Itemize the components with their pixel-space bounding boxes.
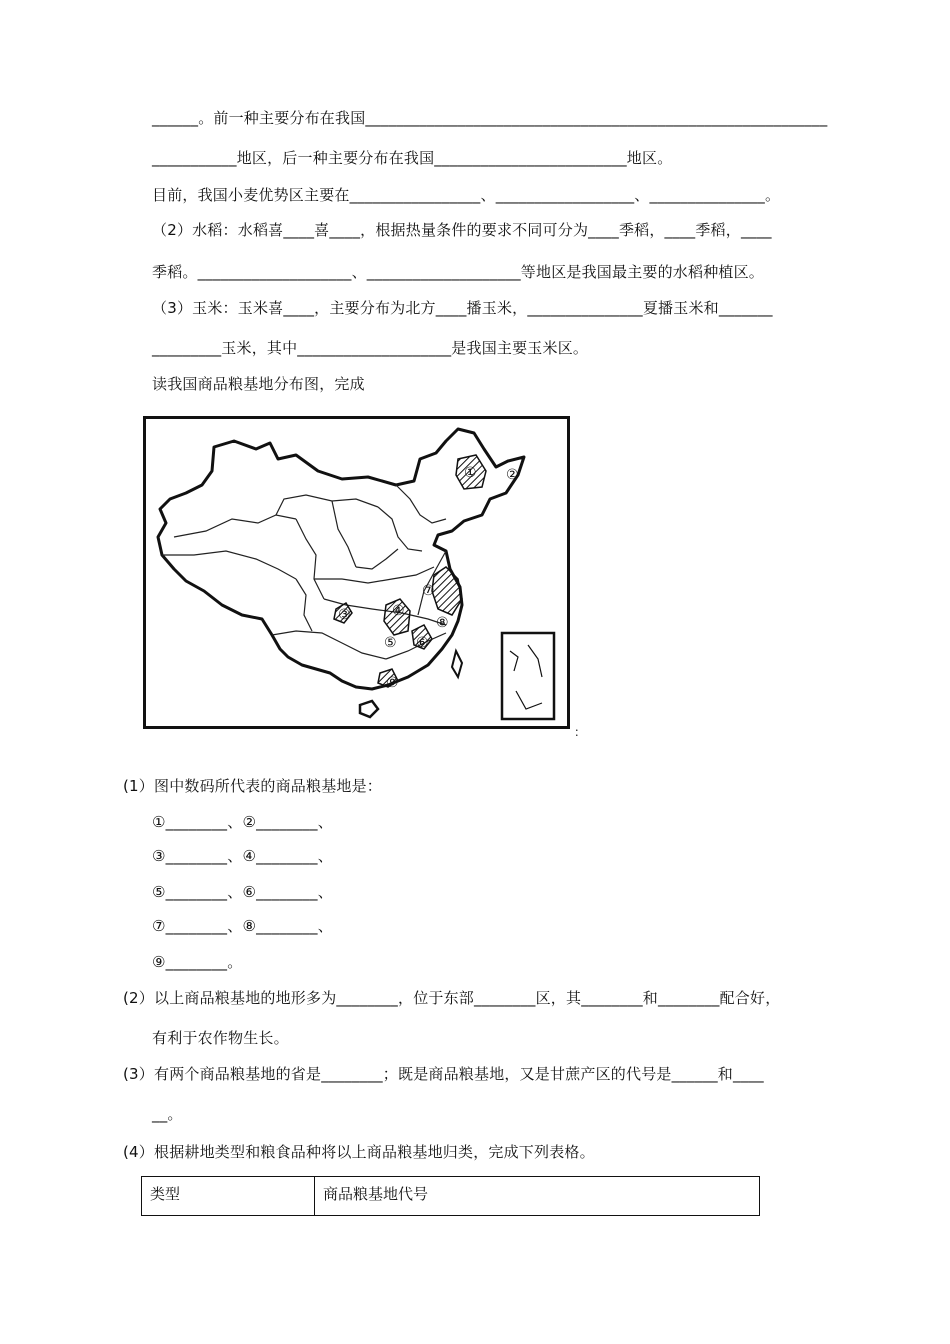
table-header-type: 类型 (142, 1177, 315, 1216)
map-label-6: ⑥ (416, 635, 429, 651)
china-grain-base-map (143, 416, 570, 729)
map-label-9: ⑨ (386, 675, 399, 691)
china-map-drawing (146, 419, 567, 726)
text-line-6: （3）玉米：玉米喜____，主要分布为北方____播玉米，_______________夏播玉米和_______ (152, 299, 773, 317)
question-3-continued: __。 (152, 1105, 183, 1123)
grain-base-classification-table (141, 1176, 760, 1216)
text-line-5: 季稻。____________________、____________________等地区是我国最主要的水稻种植区。 (152, 263, 765, 281)
map-label-7: ⑦ (422, 583, 435, 599)
map-label-8: ⑧ (436, 615, 449, 631)
question-1: (1）图中数码所代表的商品粮基地是： (123, 777, 382, 795)
answer-row-7-8: ⑦________、⑧________、 (152, 917, 333, 935)
map-label-1: ① (464, 465, 477, 481)
map-label-3: ③ (338, 607, 351, 623)
text-line-3: 目前，我国小麦优势区主要在_________________、__________________、_______________。 (152, 186, 781, 204)
question-3: (3）有两个商品粮基地的省是________；既是商品粮基地，又是甘蔗产区的代号是______和____ (123, 1065, 764, 1083)
map-trailing-colon: ： (574, 725, 587, 739)
text-line-8: 读我国商品粮基地分布图，完成 (152, 375, 365, 393)
question-2-continued: 有利于农作物生长。 (152, 1029, 289, 1047)
map-label-2: ② (506, 467, 519, 483)
answer-row-3-4: ③________、④________、 (152, 847, 333, 865)
text-line-4: （2）水稻：水稻喜____喜____，根据热量条件的要求不同可分为____季稻，____季稻，____ (152, 221, 772, 239)
table-header-base-code: 商品粮基地代号 (315, 1177, 760, 1216)
answer-row-9: ⑨________。 (152, 953, 243, 971)
table-row (142, 1177, 760, 1216)
text-line-1: ______。前一种主要分布在我国____________________________________________________________ (152, 109, 828, 127)
map-label-5: ⑤ (384, 635, 397, 651)
answer-row-1-2: ①________、②________、 (152, 813, 333, 831)
question-2: (2）以上商品粮基地的地形多为________，位于东部________区，其________和________配合好， (123, 989, 781, 1007)
answer-row-5-6: ⑤________、⑥________、 (152, 883, 333, 901)
text-line-7: _________玉米，其中____________________是我国主要玉米区。 (152, 339, 589, 357)
map-label-4: ④ (392, 603, 405, 619)
text-line-2: ___________地区，后一种主要分布在我国_________________________地区。 (152, 149, 673, 167)
question-4: (4）根据耕地类型和粮食品种将以上商品粮基地归类，完成下列表格。 (123, 1143, 595, 1161)
